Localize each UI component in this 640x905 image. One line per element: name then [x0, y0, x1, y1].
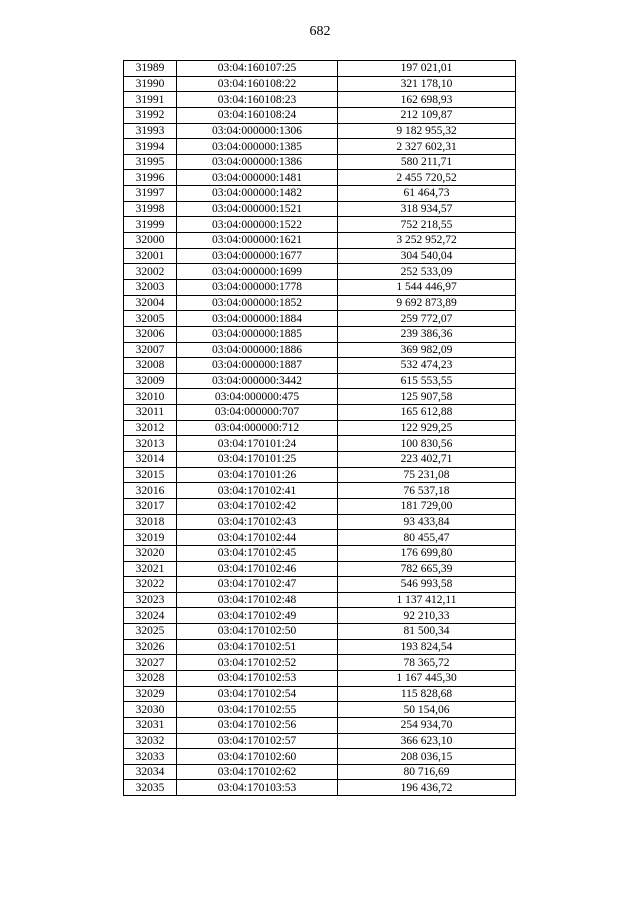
table-row	[124, 248, 516, 264]
cadastral-value-cell: 546 993,58	[338, 577, 516, 593]
table-row	[124, 233, 516, 249]
cadastral-number-cell: 03:04:000000:3442	[177, 373, 338, 389]
cadastral-number-cell: 03:04:000000:1884	[177, 311, 338, 327]
cadastral-value-cell: 1 137 412,11	[338, 592, 516, 608]
cadastral-number-cell: 03:04:170103:53	[177, 780, 338, 796]
table-row	[124, 264, 516, 280]
cadastral-value-cell: 615 553,55	[338, 373, 516, 389]
cadastral-number-cell: 03:04:170102:50	[177, 624, 338, 640]
row-number-cell: 32011	[124, 405, 177, 421]
row-number-cell: 31995	[124, 154, 177, 170]
cadastral-value-cell: 212 109,87	[338, 107, 516, 123]
row-number-cell: 31990	[124, 76, 177, 92]
cadastral-value-cell: 580 211,71	[338, 154, 516, 170]
row-number-cell: 32002	[124, 264, 177, 280]
cadastral-number-cell: 03:04:170102:53	[177, 670, 338, 686]
table-row	[124, 624, 516, 640]
table-row	[124, 92, 516, 108]
cadastral-value-cell: 197 021,01	[338, 61, 516, 77]
cadastral-value-cell: 532 474,23	[338, 358, 516, 374]
table-row	[124, 326, 516, 342]
row-number-cell: 32018	[124, 514, 177, 530]
table-row	[124, 61, 516, 77]
row-number-cell: 32035	[124, 780, 177, 796]
table-row	[124, 655, 516, 671]
table-row	[124, 514, 516, 530]
cadastral-value-cell: 193 824,54	[338, 639, 516, 655]
cadastral-value-cell: 9 692 873,89	[338, 295, 516, 311]
table-row	[124, 639, 516, 655]
row-number-cell: 32032	[124, 733, 177, 749]
cadastral-value-cell: 369 982,09	[338, 342, 516, 358]
cadastral-value-cell: 208 036,15	[338, 749, 516, 765]
table-body	[124, 61, 516, 796]
table-row	[124, 717, 516, 733]
row-number-cell: 32015	[124, 467, 177, 483]
cadastral-number-cell: 03:04:170102:55	[177, 702, 338, 718]
table-row	[124, 764, 516, 780]
table-row	[124, 452, 516, 468]
cadastral-value-cell: 252 533,09	[338, 264, 516, 280]
cadastral-number-cell: 03:04:170102:57	[177, 733, 338, 749]
row-number-cell: 31992	[124, 107, 177, 123]
row-number-cell: 32033	[124, 749, 177, 765]
cadastral-value-cell: 176 699,80	[338, 545, 516, 561]
table-row	[124, 483, 516, 499]
cadastral-value-cell: 223 402,71	[338, 452, 516, 468]
cadastral-number-cell: 03:04:000000:475	[177, 389, 338, 405]
table-row	[124, 577, 516, 593]
cadastral-number-cell: 03:04:170102:52	[177, 655, 338, 671]
cadastral-value-cell: 162 698,93	[338, 92, 516, 108]
cadastral-value-cell: 239 386,36	[338, 326, 516, 342]
cadastral-number-cell: 03:04:000000:1482	[177, 186, 338, 202]
row-number-cell: 32021	[124, 561, 177, 577]
cadastral-number-cell: 03:04:000000:1852	[177, 295, 338, 311]
row-number-cell: 32017	[124, 498, 177, 514]
cadastral-value-cell: 122 929,25	[338, 420, 516, 436]
table-row	[124, 733, 516, 749]
cadastral-number-cell: 03:04:160108:23	[177, 92, 338, 108]
table-row	[124, 123, 516, 139]
cadastral-number-cell: 03:04:000000:1677	[177, 248, 338, 264]
row-number-cell: 32026	[124, 639, 177, 655]
cadastral-value-cell: 321 178,10	[338, 76, 516, 92]
cadastral-value-cell: 254 934,70	[338, 717, 516, 733]
row-number-cell: 31999	[124, 217, 177, 233]
cadastral-number-cell: 03:04:170102:60	[177, 749, 338, 765]
row-number-cell: 32025	[124, 624, 177, 640]
table-row	[124, 608, 516, 624]
cadastral-number-cell: 03:04:160108:24	[177, 107, 338, 123]
cadastral-value-cell: 304 540,04	[338, 248, 516, 264]
cadastral-number-cell: 03:04:000000:1522	[177, 217, 338, 233]
cadastral-value-table	[123, 60, 516, 796]
row-number-cell: 31994	[124, 139, 177, 155]
cadastral-value-cell: 196 436,72	[338, 780, 516, 796]
row-number-cell: 32016	[124, 483, 177, 499]
cadastral-number-cell: 03:04:160107:25	[177, 61, 338, 77]
row-number-cell: 32005	[124, 311, 177, 327]
row-number-cell: 32023	[124, 592, 177, 608]
cadastral-value-cell: 318 934,57	[338, 201, 516, 217]
row-number-cell: 32022	[124, 577, 177, 593]
table-row	[124, 686, 516, 702]
row-number-cell: 32028	[124, 670, 177, 686]
row-number-cell: 32008	[124, 358, 177, 374]
cadastral-value-cell: 366 623,10	[338, 733, 516, 749]
cadastral-number-cell: 03:04:170102:43	[177, 514, 338, 530]
cadastral-value-cell: 50 154,06	[338, 702, 516, 718]
cadastral-number-cell: 03:04:000000:1699	[177, 264, 338, 280]
cadastral-value-cell: 165 612,88	[338, 405, 516, 421]
cadastral-number-cell: 03:04:170102:62	[177, 764, 338, 780]
row-number-cell: 32030	[124, 702, 177, 718]
cadastral-value-cell: 2 327 602,31	[338, 139, 516, 155]
table-row	[124, 311, 516, 327]
cadastral-value-cell: 3 252 952,72	[338, 233, 516, 249]
cadastral-number-cell: 03:04:000000:1306	[177, 123, 338, 139]
row-number-cell: 32001	[124, 248, 177, 264]
row-number-cell: 32013	[124, 436, 177, 452]
page-number: 682	[309, 24, 331, 39]
cadastral-number-cell: 03:04:170102:51	[177, 639, 338, 655]
cadastral-number-cell: 03:04:170102:54	[177, 686, 338, 702]
table-row	[124, 154, 516, 170]
table-row	[124, 358, 516, 374]
row-number-cell: 32020	[124, 545, 177, 561]
table-row	[124, 467, 516, 483]
row-number-cell: 32027	[124, 655, 177, 671]
row-number-cell: 31989	[124, 61, 177, 77]
table-row	[124, 749, 516, 765]
table-row	[124, 405, 516, 421]
table-row	[124, 201, 516, 217]
row-number-cell: 32034	[124, 764, 177, 780]
cadastral-number-cell: 03:04:000000:1481	[177, 170, 338, 186]
row-number-cell: 32006	[124, 326, 177, 342]
cadastral-value-cell: 259 772,07	[338, 311, 516, 327]
table-row	[124, 670, 516, 686]
row-number-cell: 32010	[124, 389, 177, 405]
cadastral-value-cell: 75 231,08	[338, 467, 516, 483]
row-number-cell: 32007	[124, 342, 177, 358]
cadastral-number-cell: 03:04:000000:1778	[177, 279, 338, 295]
cadastral-number-cell: 03:04:170102:42	[177, 498, 338, 514]
cadastral-number-cell: 03:04:170101:25	[177, 452, 338, 468]
cadastral-number-cell: 03:04:000000:707	[177, 405, 338, 421]
cadastral-number-cell: 03:04:170102:56	[177, 717, 338, 733]
table-row	[124, 592, 516, 608]
row-number-cell: 31998	[124, 201, 177, 217]
cadastral-value-cell: 2 455 720,52	[338, 170, 516, 186]
cadastral-value-cell: 9 182 955,32	[338, 123, 516, 139]
table-row	[124, 780, 516, 796]
table-row	[124, 217, 516, 233]
cadastral-value-cell: 78 365,72	[338, 655, 516, 671]
cadastral-value-cell: 181 729,00	[338, 498, 516, 514]
cadastral-number-cell: 03:04:000000:1886	[177, 342, 338, 358]
table-row	[124, 342, 516, 358]
row-number-cell: 32029	[124, 686, 177, 702]
cadastral-number-cell: 03:04:000000:1887	[177, 358, 338, 374]
cadastral-number-cell: 03:04:000000:1521	[177, 201, 338, 217]
row-number-cell: 32003	[124, 279, 177, 295]
cadastral-value-cell: 76 537,18	[338, 483, 516, 499]
table-row	[124, 139, 516, 155]
cadastral-number-cell: 03:04:160108:22	[177, 76, 338, 92]
cadastral-number-cell: 03:04:000000:1385	[177, 139, 338, 155]
cadastral-value-cell: 1 167 445,30	[338, 670, 516, 686]
table-row	[124, 279, 516, 295]
cadastral-number-cell: 03:04:170101:26	[177, 467, 338, 483]
cadastral-value-cell: 81 500,34	[338, 624, 516, 640]
cadastral-value-cell: 92 210,33	[338, 608, 516, 624]
cadastral-value-cell: 80 455,47	[338, 530, 516, 546]
row-number-cell: 31997	[124, 186, 177, 202]
table-row	[124, 389, 516, 405]
row-number-cell: 32012	[124, 420, 177, 436]
table-row	[124, 373, 516, 389]
cadastral-value-cell: 61 464,73	[338, 186, 516, 202]
cadastral-value-cell: 782 665,39	[338, 561, 516, 577]
cadastral-value-cell: 100 830,56	[338, 436, 516, 452]
table-row	[124, 545, 516, 561]
cadastral-number-cell: 03:04:170102:45	[177, 545, 338, 561]
row-number-cell: 32000	[124, 233, 177, 249]
cadastral-number-cell: 03:04:000000:712	[177, 420, 338, 436]
table-row	[124, 295, 516, 311]
cadastral-value-cell: 752 218,55	[338, 217, 516, 233]
row-number-cell: 32031	[124, 717, 177, 733]
table-row	[124, 530, 516, 546]
cadastral-value-cell: 115 828,68	[338, 686, 516, 702]
row-number-cell: 32014	[124, 452, 177, 468]
cadastral-number-cell: 03:04:170102:48	[177, 592, 338, 608]
cadastral-value-cell: 125 907,58	[338, 389, 516, 405]
cadastral-number-cell: 03:04:170102:46	[177, 561, 338, 577]
table-row	[124, 170, 516, 186]
row-number-cell: 31993	[124, 123, 177, 139]
cadastral-value-cell: 93 433,84	[338, 514, 516, 530]
table-row	[124, 420, 516, 436]
row-number-cell: 32004	[124, 295, 177, 311]
row-number-cell: 32019	[124, 530, 177, 546]
cadastral-number-cell: 03:04:000000:1621	[177, 233, 338, 249]
cadastral-value-cell: 1 544 446,97	[338, 279, 516, 295]
cadastral-number-cell: 03:04:170102:44	[177, 530, 338, 546]
cadastral-number-cell: 03:04:000000:1386	[177, 154, 338, 170]
cadastral-number-cell: 03:04:000000:1885	[177, 326, 338, 342]
table-row	[124, 561, 516, 577]
row-number-cell: 31991	[124, 92, 177, 108]
table-row	[124, 76, 516, 92]
cadastral-number-cell: 03:04:170102:41	[177, 483, 338, 499]
table-row	[124, 702, 516, 718]
cadastral-number-cell: 03:04:170101:24	[177, 436, 338, 452]
cadastral-number-cell: 03:04:170102:49	[177, 608, 338, 624]
table-row	[124, 498, 516, 514]
table-row	[124, 107, 516, 123]
cadastral-value-cell: 80 716,69	[338, 764, 516, 780]
table-row	[124, 436, 516, 452]
row-number-cell: 31996	[124, 170, 177, 186]
cadastral-number-cell: 03:04:170102:47	[177, 577, 338, 593]
row-number-cell: 32009	[124, 373, 177, 389]
row-number-cell: 32024	[124, 608, 177, 624]
table-row	[124, 186, 516, 202]
